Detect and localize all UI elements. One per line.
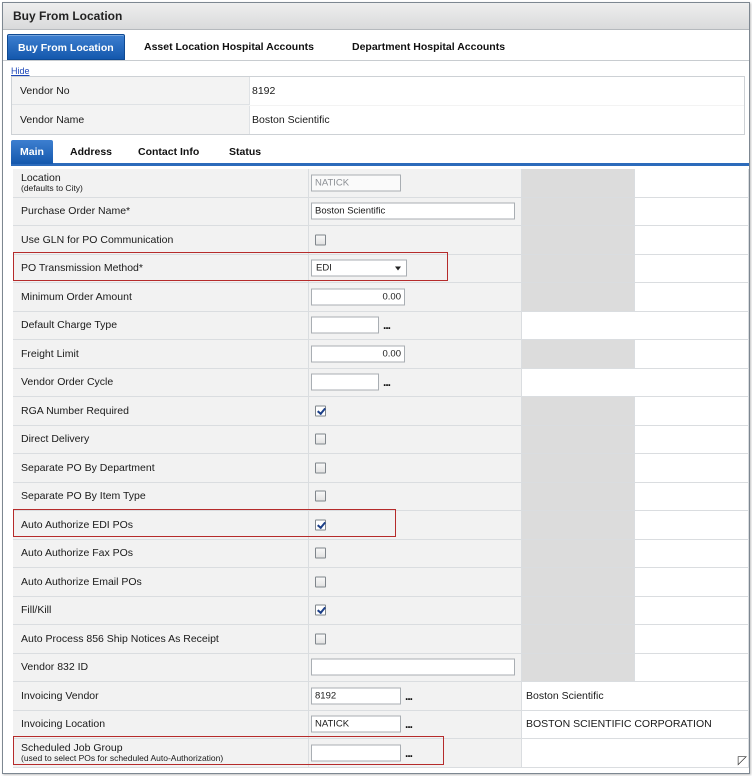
separate-item-type-label: Separate PO By Item Type [21,490,146,503]
form-row-charge-type [13,312,749,341]
min-order-input[interactable]: 0.00 [311,288,405,305]
invoicing-location-name: BOSTON SCIENTIFIC CORPORATION [526,718,712,731]
rga-required-label: RGA Number Required [21,404,129,417]
auto-856-checkbox[interactable] [315,633,326,644]
vendor-832-input[interactable] [311,659,515,676]
form-row-auto-edi [13,511,749,540]
order-cycle-lookup-button[interactable]: ... [383,375,391,390]
scheduled-job-group-label: Scheduled Job Group [21,741,123,754]
form-row-invoicing-vendor [13,682,749,711]
form-row-separate-department [13,454,749,483]
hide-link[interactable]: Hide [11,66,30,76]
form-row-min-order [13,283,749,312]
separate-item-type-checkbox[interactable] [315,491,326,502]
charge-type-input[interactable] [311,317,379,334]
window-title: Buy From Location [3,3,749,30]
tab-buy-from-location[interactable]: Buy From Location [7,34,125,60]
top-tab-bar [3,30,749,61]
charge-type-lookup-button[interactable]: ... [383,318,391,333]
chevron-down-icon [395,267,401,271]
use-gln-label: Use GLN for PO Communication [21,233,174,246]
po-transmission-select[interactable] [311,260,407,277]
form-row-invoicing-location [13,711,749,740]
auto-edi-checkbox[interactable] [315,519,326,530]
buy-from-location-window [2,2,750,774]
vendor-name-value: Boston Scientific [249,106,744,134]
form-row-auto-fax [13,540,749,569]
main-form [13,169,749,768]
freight-limit-input[interactable]: 0.00 [311,345,405,362]
rga-required-checkbox[interactable] [315,405,326,416]
form-row-location [13,169,749,198]
scheduled-job-group-lookup-button[interactable]: ... [405,745,413,760]
separate-department-checkbox[interactable] [315,462,326,473]
use-gln-checkbox[interactable] [315,234,326,245]
vendor-number-value: 8192 [249,77,744,105]
auto-email-label: Auto Authorize Email POs [21,575,142,588]
invoicing-vendor-label: Invoicing Vendor [21,689,99,702]
auto-edi-label: Auto Authorize EDI POs [21,518,134,531]
po-transmission-label: PO Transmission Method* [21,262,143,275]
vendor-832-label: Vendor 832 ID [21,661,89,674]
invoicing-location-lookup-button[interactable]: ... [405,717,413,732]
resize-grip-icon[interactable]: ◸ [737,753,747,767]
auto-856-label: Auto Process 856 Ship Notices As Receipt [21,632,219,645]
tab-department-hospital-accounts[interactable]: Department Hospital Accounts [352,41,506,53]
direct-delivery-label: Direct Delivery [21,433,90,446]
auto-fax-label: Auto Authorize Fax POs [21,547,134,560]
order-cycle-label: Vendor Order Cycle [21,376,114,389]
po-transmission-value: EDI [316,262,332,274]
po-name-label: Purchase Order Name* [21,205,131,218]
form-row-rga-required [13,397,749,426]
auto-fax-checkbox[interactable] [315,548,326,559]
vendor-name-row [12,106,744,134]
scheduled-job-group-sublabel: (used to select POs for scheduled Auto-Authorization) [21,752,224,763]
location-input: NATICK [311,174,401,191]
tab-contact-info[interactable]: Contact Info [138,146,200,158]
form-row-separate-item-type [13,483,749,512]
form-row-fill-kill [13,597,749,626]
form-row-po-name [13,198,749,227]
scheduled-job-group-input[interactable] [311,744,401,761]
vendor-header [11,76,745,135]
form-row-order-cycle [13,369,749,398]
tab-main[interactable]: Main [11,140,53,164]
form-row-freight-limit [13,340,749,369]
invoicing-location-label: Invoicing Location [21,718,106,731]
location-label: Location [21,171,61,184]
form-row-auto-856 [13,625,749,654]
fill-kill-label: Fill/Kill [21,604,52,617]
direct-delivery-checkbox[interactable] [315,434,326,445]
form-row-auto-email [13,568,749,597]
min-order-label: Minimum Order Amount [21,290,132,303]
invoicing-vendor-input[interactable]: 8192 [311,687,401,704]
tab-asset-location-hospital-accounts[interactable]: Asset Location Hospital Accounts [144,41,314,53]
form-row-scheduled-job-group [13,739,749,768]
invoicing-vendor-name: Boston Scientific [526,689,604,702]
separate-department-label: Separate PO By Department [21,461,155,474]
vendor-number-row [12,77,744,105]
location-sublabel: (defaults to City) [21,182,83,193]
form-row-vendor-832 [13,654,749,683]
auto-email-checkbox[interactable] [315,576,326,587]
invoicing-vendor-lookup-button[interactable]: ... [405,688,413,703]
freight-limit-label: Freight Limit [21,347,79,360]
vendor-number-label: Vendor No [20,85,70,97]
fill-kill-checkbox[interactable] [315,605,326,616]
form-row-direct-delivery [13,426,749,455]
invoicing-location-input[interactable]: NATICK [311,716,401,733]
tab-status[interactable]: Status [229,146,262,158]
po-name-input[interactable]: Boston Scientific [311,203,515,220]
order-cycle-input[interactable] [311,374,379,391]
tab-address[interactable]: Address [70,146,113,158]
vendor-name-label: Vendor Name [20,114,85,126]
charge-type-label: Default Charge Type [21,319,118,332]
form-row-use-gln [13,226,749,255]
sub-tab-bar [11,138,749,166]
form-row-po-transmission [13,255,749,284]
